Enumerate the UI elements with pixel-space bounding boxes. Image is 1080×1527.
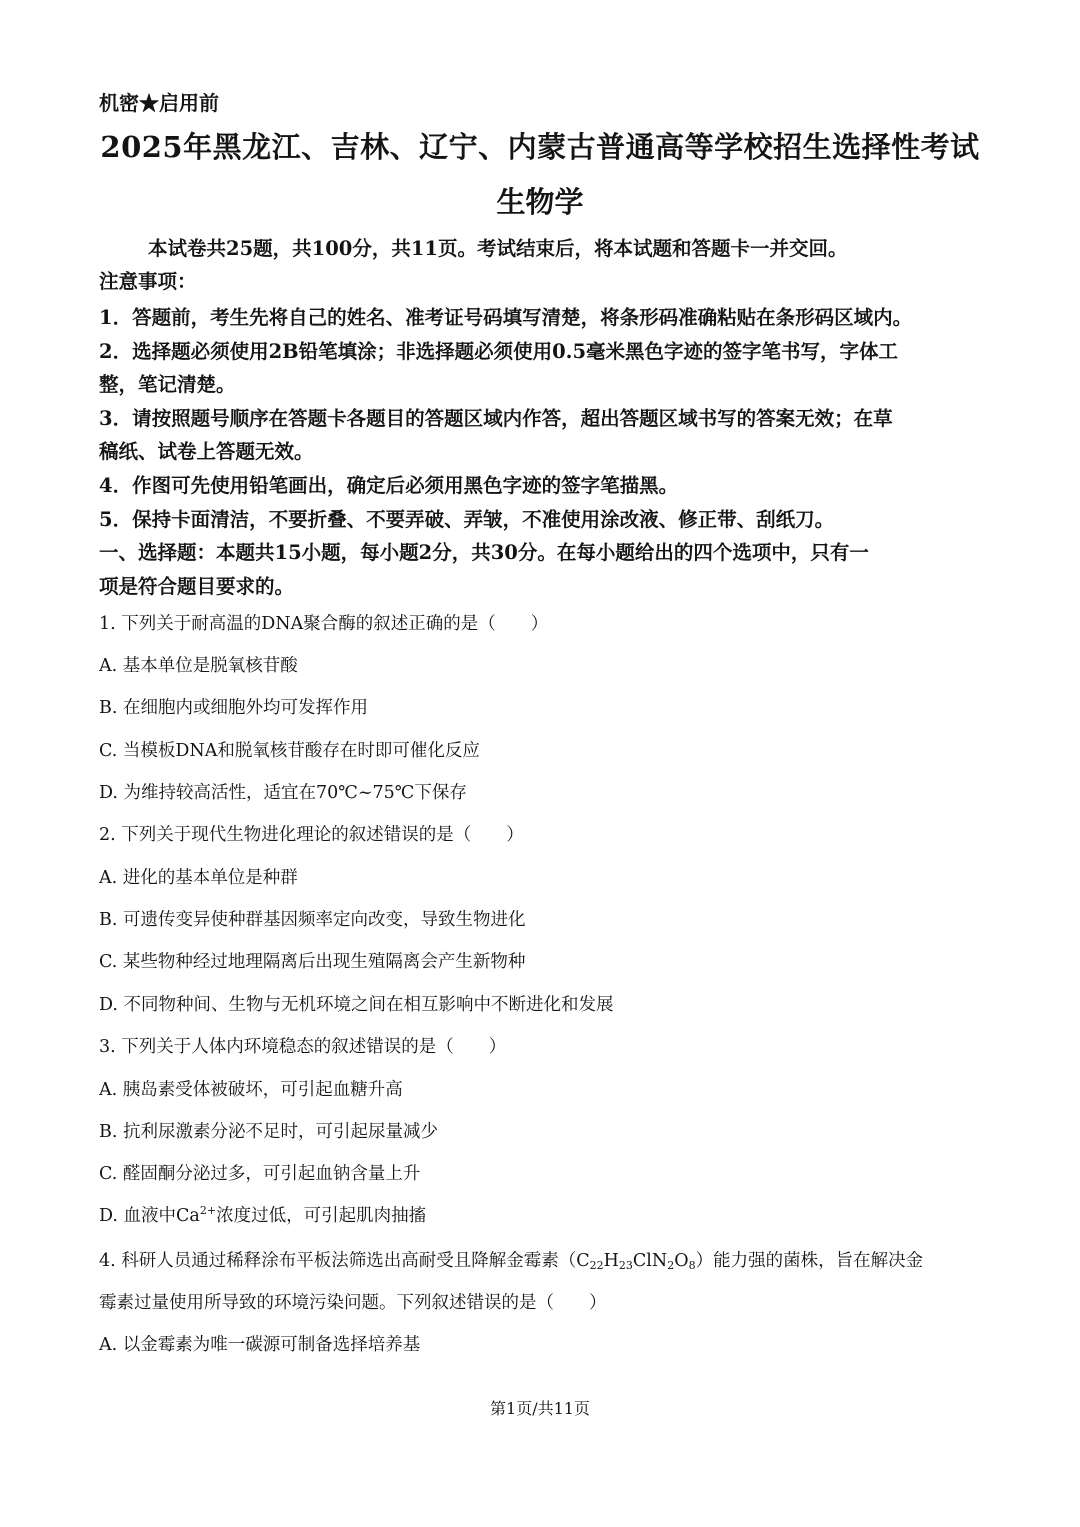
subject-title: 生物学: [496, 185, 584, 219]
formula-part: ClN: [632, 1251, 668, 1271]
question-4-stem-cont: 霉素过量使用所导致的环境污染问题。下列叙述错误的是（ ）: [99, 1293, 607, 1313]
question-3-stem: 3. 下列关于人体内环境稳态的叙述错误的是（ ）: [99, 1037, 507, 1057]
page-footer: 第1页/共11页: [490, 1399, 590, 1418]
question-2-option-b: B. 可遗传变异使种群基因频率定向改变，导致生物进化: [99, 910, 526, 930]
formula-part: O: [674, 1251, 689, 1271]
question-1-option-a: A. 基本单位是脱氧核苷酸: [99, 656, 298, 676]
question-3-option-a: A. 胰岛素受体被破坏，可引起血糖升高: [99, 1080, 403, 1100]
notice-item-2-cont: 整，笔记清楚。: [99, 373, 236, 396]
question-3-option-c: C. 醛固酮分泌过多，可引起血钠含量上升: [99, 1164, 421, 1184]
superscript: 2+: [199, 1204, 217, 1217]
exam-intro: 本试卷共25题，共100分，共11页。考试结束后，将本试题和答题卡一并交回。: [148, 237, 848, 260]
subscript: 23: [618, 1259, 633, 1272]
confidential-label: 机密★启用前: [99, 91, 219, 115]
question-3-option-d: [99, 1202, 426, 1227]
notice-item-3: 3．请按照题号顺序在答题卡各题目的答题区域内作答，超出答题区域书写的答案无效；在草: [99, 407, 893, 430]
formula-part: H: [603, 1251, 619, 1271]
subscript: 8: [688, 1259, 696, 1272]
section-heading: 一、选择题：本题共15小题，每小题2分，共30分。在每小题给出的四个选项中，只有一: [99, 541, 869, 564]
question-4-stem: [99, 1247, 923, 1272]
notice-item-4: 4．作图可先使用铅笔画出，确定后必须用黑色字迹的签字笔描黑。: [99, 474, 679, 497]
question-4-option-a: A. 以金霉素为唯一碳源可制备选择培养基: [99, 1335, 421, 1355]
option-text: D. 血液中Ca: [99, 1206, 200, 1226]
question-2-option-d: D. 不同物种间、生物与无机环境之间在相互影响中不断进化和发展: [99, 995, 614, 1015]
notice-item-3-cont: 稿纸、试卷上答题无效。: [99, 440, 314, 463]
exam-title: 2025年黑龙江、吉林、辽宁、内蒙古普通高等学校招生选择性考试: [100, 130, 980, 164]
stem-text-cont: ）能力强的菌株，旨在解决金: [695, 1251, 924, 1271]
question-2-option-a: A. 进化的基本单位是种群: [99, 868, 298, 888]
notice-heading: 注意事项：: [99, 270, 197, 293]
question-1-stem: 1. 下列关于耐高温的DNA聚合酶的叙述正确的是（ ）: [99, 614, 549, 634]
notice-item-2: 2．选择题必须使用2B铅笔填涂；非选择题必须使用0.5毫米黑色字迹的签字笔书写，字体工: [99, 340, 899, 363]
notice-item-5: 5．保持卡面清洁，不要折叠、不要弄破、弄皱，不准使用涂改液、修正带、刮纸刀。: [99, 508, 835, 531]
notice-item-1: 1．答题前，考生先将自己的姓名、准考证号码填写清楚，将条形码准确粘贴在条形码区域内。: [99, 306, 913, 329]
subscript: 2: [667, 1259, 675, 1272]
question-1-option-c: C. 当模板DNA和脱氧核苷酸存在时即可催化反应: [99, 741, 480, 761]
question-2-stem: 2. 下列关于现代生物进化理论的叙述错误的是（ ）: [99, 825, 524, 845]
question-1-option-b: B. 在细胞内或细胞外均可发挥作用: [99, 698, 368, 718]
question-3-option-b: B. 抗利尿激素分泌不足时，可引起尿量减少: [99, 1122, 438, 1142]
subscript: 22: [589, 1259, 604, 1272]
question-1-option-d: D. 为维持较高活性，适宜在70℃~75℃下保存: [99, 783, 467, 803]
section-heading-cont: 项是符合题目要求的。: [99, 575, 295, 598]
stem-text: 4. 科研人员通过稀释涂布平板法筛选出高耐受且降解金霉素（C: [99, 1251, 590, 1271]
option-text-cont: 浓度过低，可引起肌肉抽搐: [216, 1206, 427, 1226]
question-2-option-c: C. 某些物种经过地理隔离后出现生殖隔离会产生新物种: [99, 952, 526, 972]
